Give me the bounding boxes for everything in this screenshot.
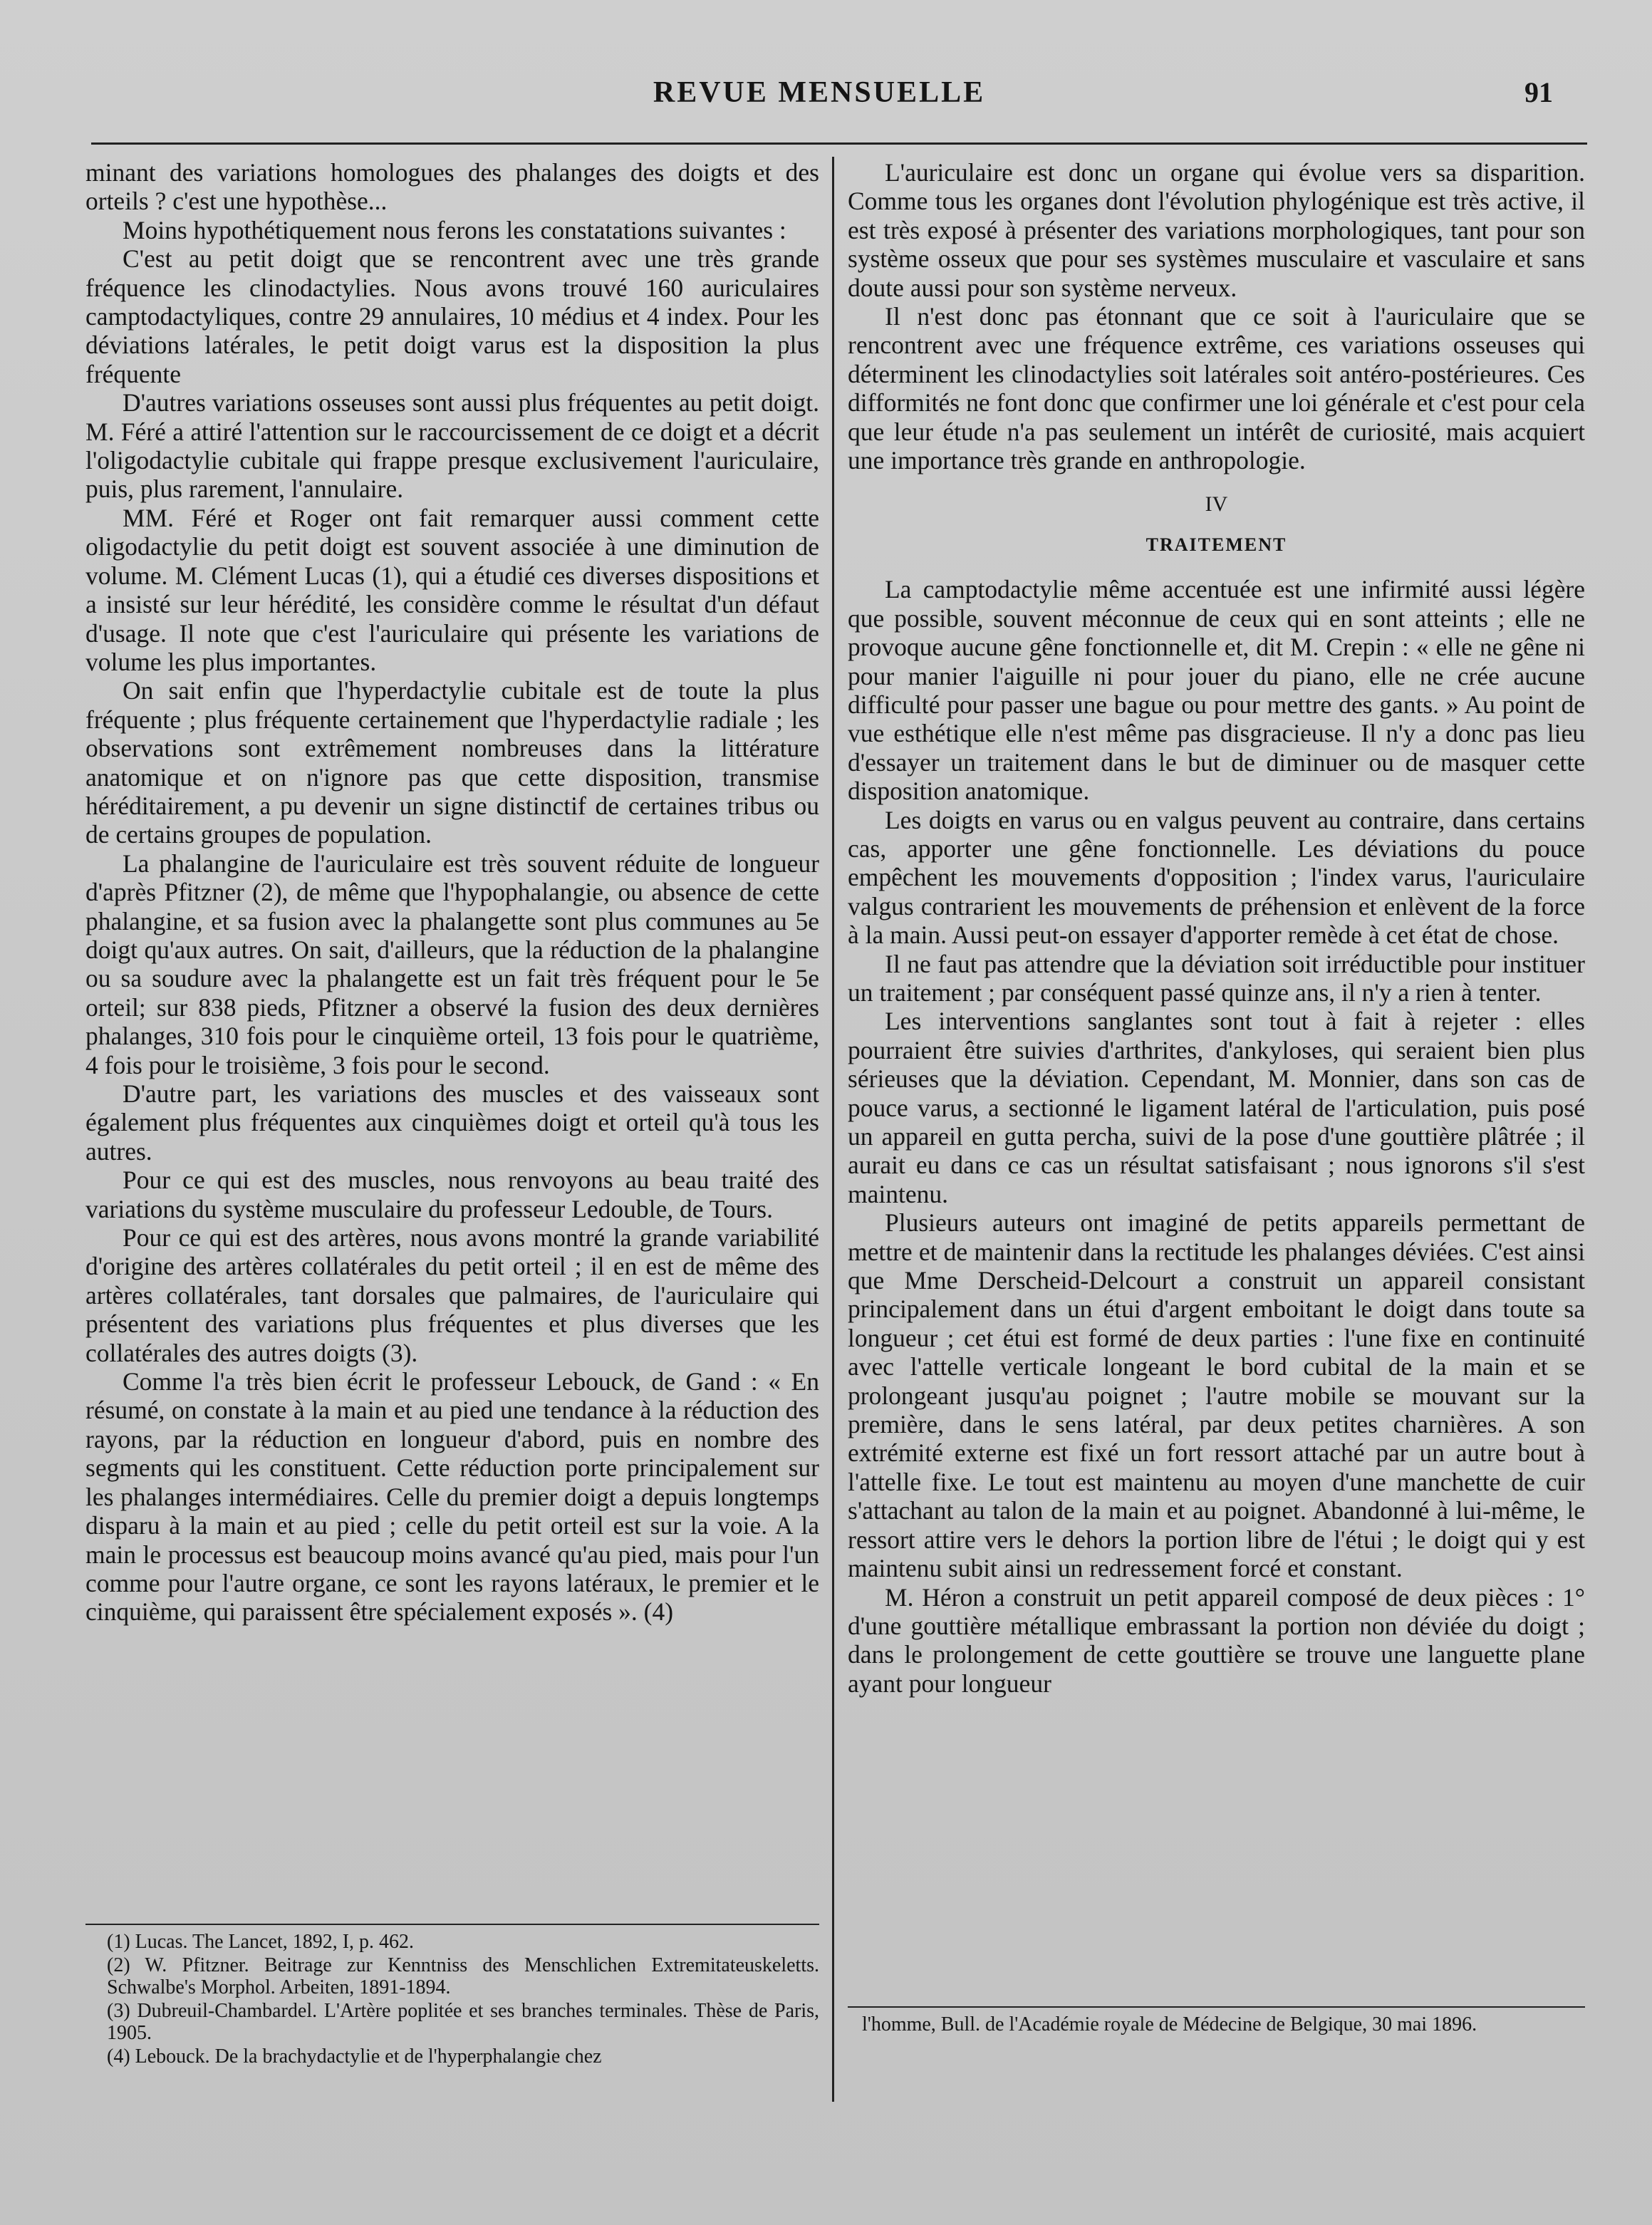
section-title: TRAITEMENT xyxy=(1146,534,1287,555)
footnote: (2) W. Pfitzner. Beitrage zur Kenntniss des Menschlichen Extremitateuskeletts. Schwalbe's Morphol. Arbeiten, 1891-1894. xyxy=(107,1954,819,1998)
column-divider xyxy=(832,157,834,2102)
paragraph: L'auriculaire est donc un organe qui évolue vers sa disparition. Comme tous les organes dont l'évolution phylogénique est très active, il est très exposé à présenter des variations morphologiques, tant pour son système osseux que pour ses systèmes musculaire et vasculaire et sans doute aussi pour son système nerveux. xyxy=(848,158,1585,302)
paragraph: Pour ce qui est des muscles, nous renvoyons au beau traité des variations du système musculaire du professeur Ledouble, de Tours. xyxy=(85,1166,819,1223)
footnotes-right xyxy=(862,2013,1585,2037)
page-header xyxy=(85,71,1553,114)
left-column xyxy=(85,158,819,1627)
page-number: 91 xyxy=(1524,76,1553,108)
paragraph: Les doigts en varus ou en valgus peuvent au contraire, dans certains cas, apporter une gêne fonctionnelle. Les déviations du pouce empêchent les mouvements d'opposition ; l'index varus, l'auriculaire valgus contrarient les mouvements de préhension et enlèvent de la force à la main. Aussi peut-on essayer d'apporter remède à cet état de chose. xyxy=(848,805,1585,950)
paragraph: Il n'est donc pas étonnant que ce soit à l'auriculaire que se rencontrent avec une fréquence extrême, ces variations osseuses qui déterminent les clinodactylies soit latérales soit antéro-postérieures. Ces difformités ne font donc que confirmer une loi générale et c'est pour cela que leur étude n'a pas seulement un intérêt de curiosité, mais acquiert une importance très grande en anthropologie. xyxy=(848,302,1585,475)
paragraph: C'est au petit doigt que se rencontrent avec une très grande fréquence les clinodactylies. Nous avons trouvé 160 auriculaires camptodactyliques, contre 29 annulaires, 10 médius et 4 index. Pour les déviations latérales, le petit doigt varus est la disposition la plus fréquente xyxy=(85,244,819,388)
footnote: l'homme, Bull. de l'Académie royale de Médecine de Belgique, 30 mai 1896. xyxy=(862,2013,1477,2035)
paragraph: Pour ce qui est des artères, nous avons montré la grande variabilité d'origine des artères collatérales du petit orteil ; il en est de même des artères collatérales, tant dorsales que palmaires, de l'auriculaire qui présentent des variations plus fréquentes et plus diverses que les collatérales des autres doigts (3). xyxy=(85,1223,819,1367)
paragraph: MM. Féré et Roger ont fait remarquer aussi comment cette oligodactylie du petit doigt est souvent associée à une diminution de volume. M. Clément Lucas (1), qui a étudié ces diverses dispositions et a insisté sur leur hérédité, les considère comme le résultat d'un défaut d'usage. Il note que c'est l'auriculaire qui présente les variations de volume les plus importantes. xyxy=(85,503,819,676)
footnote: (3) Dubreuil-Chambardel. L'Artère poplitée et ses branches terminales. Thèse de Paris, 1905. xyxy=(107,2000,819,2044)
footnote: (1) Lucas. The Lancet, 1892, I, p. 462. xyxy=(107,1931,415,1953)
running-title: REVUE MENSUELLE xyxy=(653,76,986,109)
paragraph: Il ne faut pas attendre que la déviation soit irréductible pour instituer un traitement ; par conséquent passé quinze ans, il n'y a rien à tenter. xyxy=(848,949,1585,1007)
footnote: (4) Lebouck. De la brachydactylie et de l'hyperphalangie chez xyxy=(107,2045,602,2068)
paragraph: M. Héron a construit un petit appareil composé de deux pièces : 1° d'une gouttière métallique embrassant la portion non déviée du doigt ; dans le prolongement de cette gouttière se trouve une languette plane ayant pour longueur xyxy=(848,1582,1585,1698)
footnote-rule xyxy=(85,1924,819,1925)
paragraph: Plusieurs auteurs ont imaginé de petits appareils permettant de mettre et de maintenir dans la rectitude les phalanges déviées. C'est ainsi que Mme Derscheid-Delcourt a construit un appareil consistant principalement dans un étui d'argent emboitant le doigt dans toute sa longueur ; cet étui est formé de deux parties : l'une fixe en continuité avec l'attelle verticale longeant le bord cubital de la main et se prolongeant jusqu'au poignet ; l'autre mobile se mouvant sur la première, dans le sens latéral, par deux petites charnières. A son extrémité externe est fixé un fort ressort attaché par un autre bout à l'attelle fixe. Le tout est maintenu au moyen d'une manchette de cuir s'attachant au talon de la main et au poignet. Abandonné à lui-même, le ressort attire vers le dehors la portion libre de l'étui ; le doigt qui y est maintenu subit ainsi un redressement forcé et constant. xyxy=(848,1208,1585,1583)
right-column xyxy=(848,158,1585,1698)
paragraph: D'autre part, les variations des muscles et des vaisseaux sont également plus fréquentes aux cinquièmes doigt et orteil qu'à tous les autres. xyxy=(85,1079,819,1166)
paragraph: D'autres variations osseuses sont aussi plus fréquentes au petit doigt. M. Féré a attiré l'attention sur le raccourcissement de ce doigt et a décrit l'oligodactylie cubitale qui frappe presque exclusivement l'auriculaire, puis, plus rarement, l'annulaire. xyxy=(85,388,819,504)
paragraph: La phalangine de l'auriculaire est très souvent réduite de longueur d'après Pfitzner (2), de même que l'hypophalangie, ou absence de cette phalangine, et sa fusion avec la phalangette sont plus communes au 5e doigt qu'aux autres. On sait, d'ailleurs, que la réduction de la phalangine ou sa soudure avec la phalangette est un fait très fréquent pour le 5e orteil; sur 838 pieds, Pfitzner a observé la fusion des deux dernières phalanges, 310 fois pour le cinquième orteil, 13 fois pour le quatrième, 4 fois pour le troisième, 3 fois pour le second. xyxy=(85,849,819,1079)
section-number: IV xyxy=(1205,492,1228,517)
paragraph: Comme l'a très bien écrit le professeur Lebouck, de Gand : « En résumé, on constate à la main et au pied une tendance à la réduction des rayons, par la réduction en longueur d'abord, puis en nombre des segments qui les constituent. Cette réduction porte principalement sur les phalanges intermédiaires. Celle du premier doigt a depuis longtemps disparu à la main et au pied ; celle du petit orteil est sur la voie. A la main le processus est beaucoup moins avancé qu'au pied, mais pour l'un comme pour l'autre organe, ce sont les rayons latéraux, le premier et le cinquième, qui paraissent être spécialement exposés ». (4) xyxy=(85,1367,819,1627)
header-rule xyxy=(91,142,1587,145)
footnotes-left xyxy=(107,1931,819,2069)
paragraph: Les interventions sanglantes sont tout à fait à rejeter : elles pourraient être suivies d'arthrites, d'ankyloses, qui seraient bien plus sérieuses que la déviation. Cependant, M. Monnier, dans son cas de pouce varus, a sectionné le ligament latéral de l'articulation, puis posé un appareil en gutta percha, suivi de la pose d'une gouttière plâtrée ; il aurait eu dans ce cas un résultat satisfaisant ; nous ignorons s'il s'est maintenu. xyxy=(848,1007,1585,1208)
paragraph: minant des variations homologues des phalanges des doigts et des orteils ? c'est une hypothèse... xyxy=(85,158,819,216)
footnote-rule xyxy=(848,2006,1585,2008)
paragraph: On sait enfin que l'hyperdactylie cubitale est de toute la plus fréquente ; plus fréquente certainement que l'hyperdactylie radiale ; les observations sont extrêmement nombreuses dans la littérature anatomique et on n'ignore pas que cette disposition, transmise héréditairement, a pu devenir un signe distinctif de certaines tribus ou de certains groupes de population. xyxy=(85,676,819,849)
paragraph: Moins hypothétiquement nous ferons les constatations suivantes : xyxy=(123,215,786,244)
paragraph: La camptodactylie même accentuée est une infirmité aussi légère que possible, souvent méconnue de ceux qui en sont atteints ; elle ne provoque aucune gêne fonctionnelle et, dit M. Crepin : « elle ne gêne ni pour manier l'aiguille ni pour jouer du piano, elle ne crée aucune difficulté pour passer une bague ou pour mettre des gants. » Au point de vue esthétique elle n'est même pas disgracieuse. Il n'y a donc pas lieu d'essayer un traitement dans le but de diminuer ou de masquer cette disposition anatomique. xyxy=(848,575,1585,806)
